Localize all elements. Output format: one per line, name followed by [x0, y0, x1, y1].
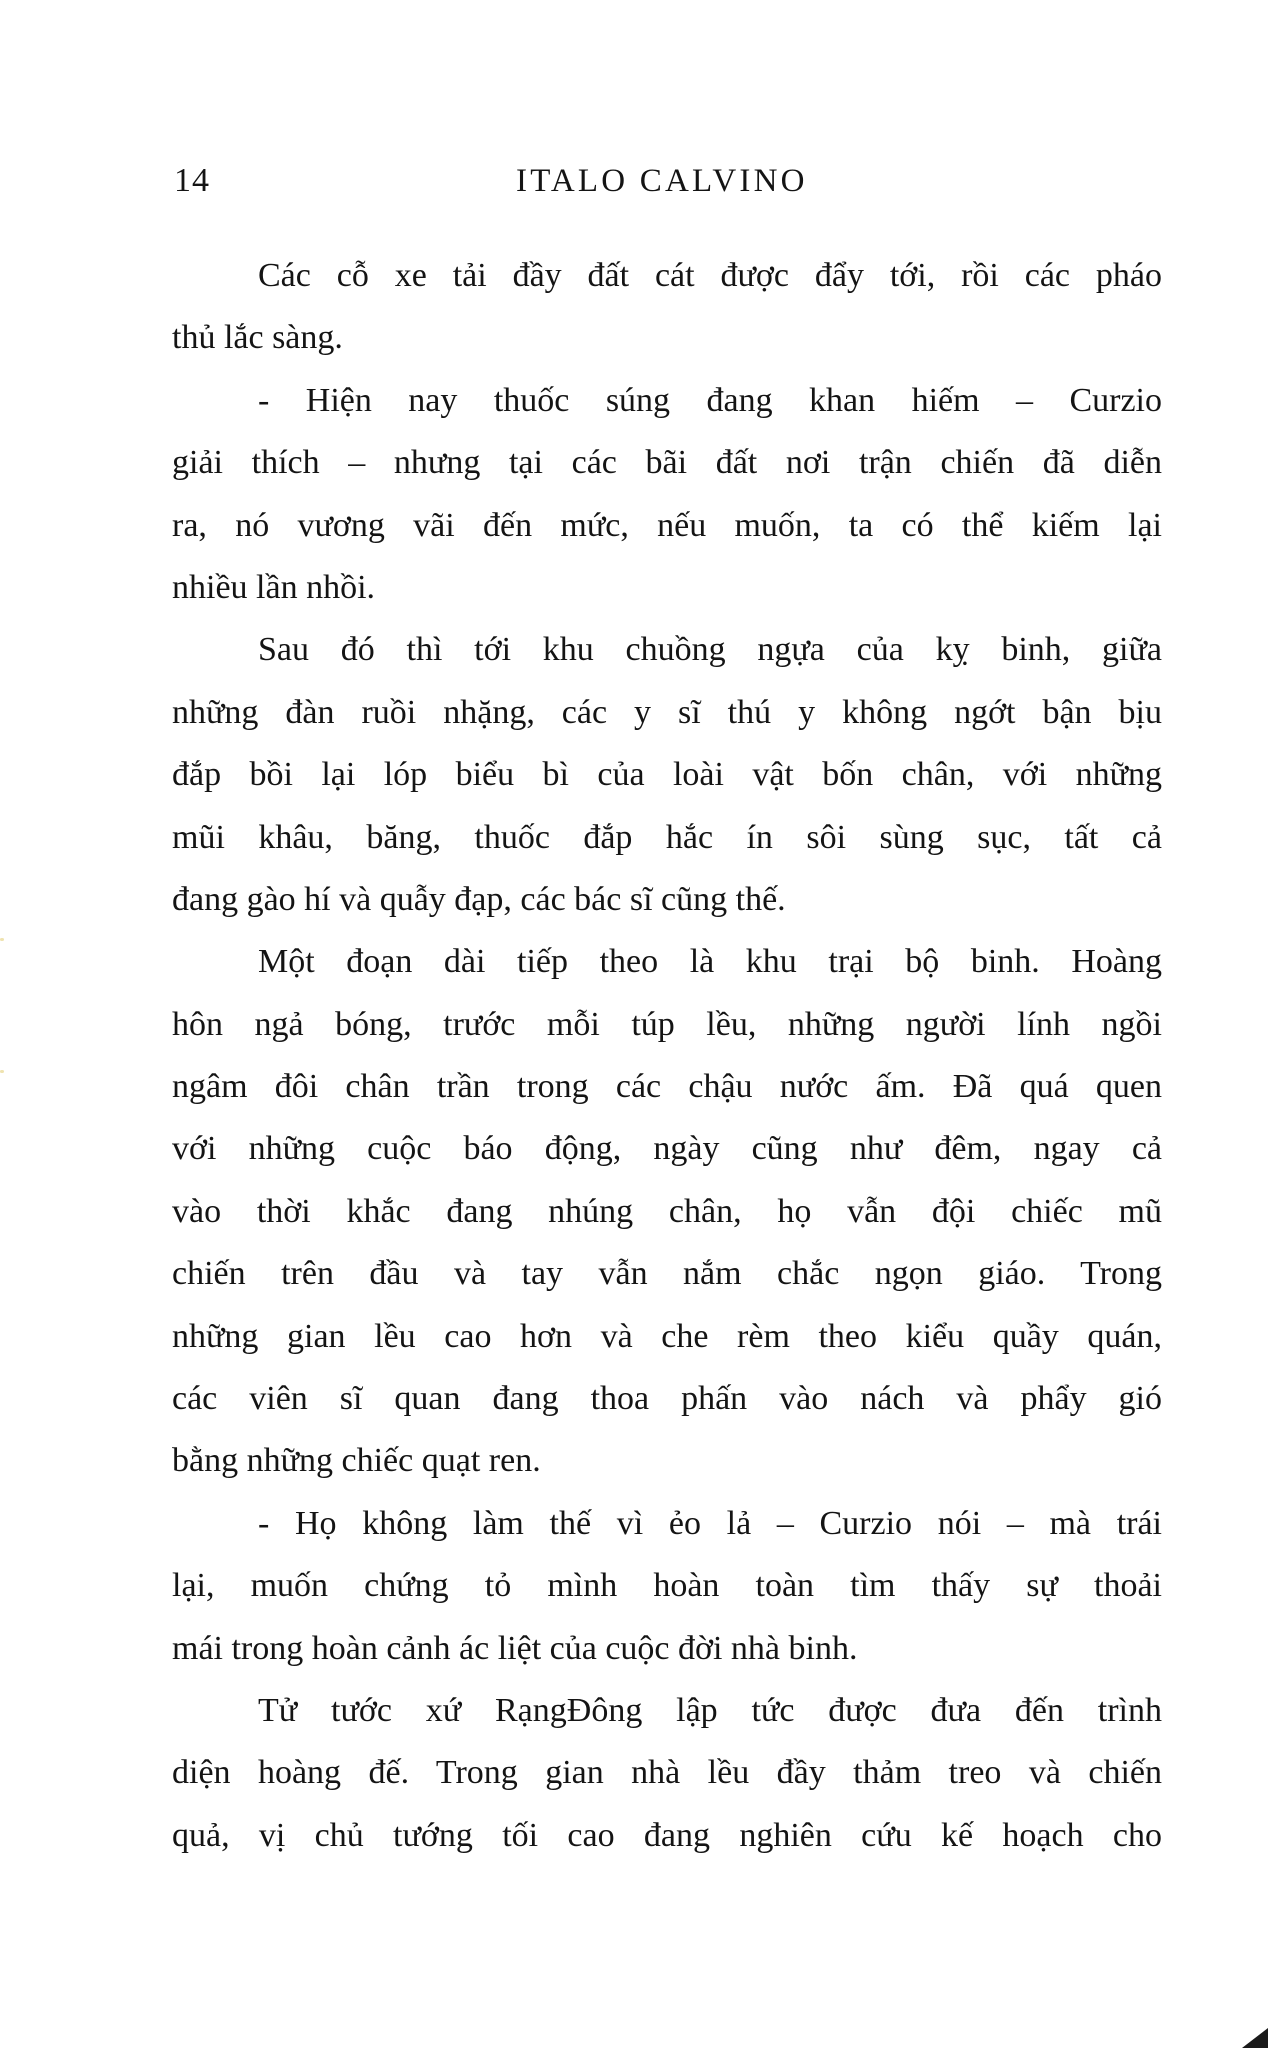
running-header [172, 159, 1162, 203]
text-line: những đàn ruồi nhặng, các y sĩ thú y không ngớt bận bịu [172, 693, 1162, 731]
text-line: những gian lều cao hơn và che rèm theo kiểu quầy quán, [172, 1317, 1162, 1355]
text-line: Sau đó thì tới khu chuồng ngựa của kỵ binh, giữa [258, 631, 1162, 669]
text-line: ngâm đôi chân trần trong các chậu nước ấm. Đã quá quen [172, 1068, 1162, 1106]
text-line: giải thích – nhưng tại các bãi đất nơi trận chiến đã diễn [172, 444, 1162, 482]
text-line: đang gào hí và quẫy đạp, các bác sĩ cũng thế. [172, 880, 786, 918]
text-line: vào thời khắc đang nhúng chân, họ vẫn đội chiếc mũ [172, 1192, 1162, 1230]
paper-speck [0, 938, 4, 941]
text-line: Một đoạn dài tiếp theo là khu trại bộ binh. Hoàng [258, 943, 1162, 981]
text-line: quả, vị chủ tướng tối cao đang nghiên cứu kế hoạch cho [172, 1816, 1162, 1854]
paper-speck [0, 1070, 4, 1073]
text-line: Các cỗ xe tải đầy đất cát được đẩy tới, rồi các pháo [258, 257, 1162, 294]
text-line: chiến trên đầu và tay vẫn nắm chắc ngọn giáo. Trong [172, 1255, 1162, 1293]
page-number: 14 [174, 162, 210, 199]
text-line: nhiều lần nhồi. [172, 568, 376, 606]
running-title: ITALO CALVINO [516, 163, 808, 199]
text-line: hôn ngả bóng, trước mỗi túp lều, những người lính ngồi [172, 1005, 1162, 1043]
text-line: đắp bồi lại lóp biểu bì của loài vật bốn chân, với những [172, 756, 1162, 794]
text-line: bằng những chiếc quạt ren. [172, 1442, 541, 1480]
page-corner-shadow [1242, 2028, 1268, 2048]
text-line: ra, nó vương vãi đến mức, nếu muốn, ta có thể kiếm lại [172, 506, 1162, 544]
text-line: với những cuộc báo động, ngày cũng như đêm, ngay cả [172, 1130, 1162, 1168]
text-line: - Họ không làm thế vì ẻo lả – Curzio nói – mà trái [258, 1504, 1162, 1542]
text-line: thủ lắc sàng. [172, 319, 343, 357]
text-line: lại, muốn chứng tỏ mình hoàn toàn tìm thấy sự thoải [172, 1567, 1162, 1605]
text-line: diện hoàng đế. Trong gian nhà lều đầy thảm treo và chiến [172, 1754, 1162, 1792]
text-line: các viên sĩ quan đang thoa phấn vào nách và phẩy gió [172, 1380, 1162, 1418]
text-line: Tử tước xứ RạngĐông lập tức được đưa đến trình [258, 1691, 1162, 1729]
text-line: mái trong hoàn cảnh ác liệt của cuộc đời nhà binh. [172, 1629, 858, 1667]
body-text [172, 245, 1162, 1867]
text-line: mũi khâu, băng, thuốc đắp hắc ín sôi sùng sục, tất cả [172, 818, 1162, 856]
text-line: - Hiện nay thuốc súng đang khan hiếm – Curzio [258, 381, 1162, 419]
